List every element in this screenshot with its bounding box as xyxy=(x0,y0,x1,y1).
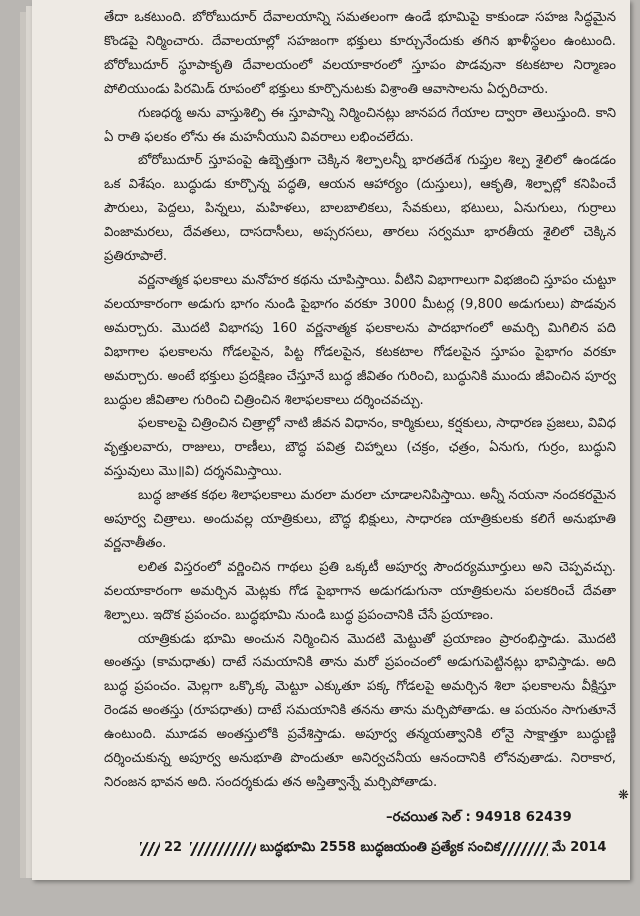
paragraph: తేదా ఒకటుంది. బోరోబుదూర్ దేవాలయాన్ని సమతలంగా ఉండే భూమిపై కాకుండా సహజ సిద్ధమైన కొండపై నిర్మించారు. దేవాలయాల్లో సహజంగా భక్తులు కూర్చునేందుకు తగిన ఖాళీస్థలం ఉంటుంది. బోరోబుదూర్ స్థూపాకృతి దేవాలయంలో వలయాకారంలో స్తూపం పొడవునా కటకటాల నిర్మాణం పోలియుండు పిరమిడ్ రూపంలో భక్తులు కూర్చొనుటకు విశ్రాంతి ఆవాసాలను ఏర్పరిచారు. xyxy=(104,10,616,97)
issue-date: మే 2014 xyxy=(552,840,607,855)
hatch-decoration xyxy=(500,842,548,856)
paragraph: బోరోబుదూర్ స్తూపంపై ఉబ్బెత్తుగా చెక్కిన శిల్పాలన్నీ భారతదేశ గుప్తుల శిల్ప శైలిలో ఉండడం ఒక విశేషం. బుద్ధుడు కూర్చొన్న పద్ధతి, ఆయన ఆహార్యం (దుస్తులు), ఆకృతి, శిల్పాల్లో కనిపించే పౌరులు, పెద్దలు, పిన్నలు, మహిళలు, బాలబాలికలు, సేవకులు, భటులు, ఏనుగులు, గుర్రాలు వింజామరలు, దేవతలు, దాసదాసీలు, అప్సరసలు, తారలు సర్వమూ భారతీయ శైలిలో చెక్కిన ప్రతిరూపాలే. xyxy=(104,153,616,265)
magazine-title: బుద్ధభూమి 2558 బుద్ధజయంతి ప్రత్యేక సంచిక xyxy=(260,840,501,855)
page-footer xyxy=(140,838,626,860)
paragraph: యాత్రికుడు భూమి అంచున నిర్మించిన మొదటి మెట్టుతో ప్రయాణం ప్రారంభిస్తాడు. మొదటి అంతస్తు (కామధాతు) దాటే సమయానికి తాను మరో ప్రపంచంలో అడుగుపెట్టినట్లు భావిస్తాడు. అది బుద్ధ ప్రపంచం. మెల్లగా ఒక్కొక్క మెట్టూ ఎక్కుతూ పక్క గోడలపై అమర్చిన శిలా ఫలకాలను వీక్షిస్తూ రెండవ అంతస్తు (రూపధాతు) దాటే సమయానికి తనను తాను మర్చిపోతాడు. ఆ పయనం సాగుతూనే ఉంటుంది. మూడవ అంతస్తులోకి ప్రవేశిస్తాడు. అపూర్వ తన్మయత్వానికి లోనై సాక్షాత్తూ బుద్ధుణ్ణి దర్శించుకున్న అపూర్వ అనుభూతి పొందుతూ అనిర్వచనీయ ఆనందానికి లోనవుతాడు. నిరాకార, నిరంజన భావన అది. సందర్శకుడు తన అస్తిత్వాన్నే మర్చిపోతాడు. xyxy=(104,631,616,790)
end-ornament-icon: ❋ xyxy=(618,788,629,803)
paragraph: ఫలకాలపై చిత్రించిన చిత్రాల్లో నాటి జీవన విధానం, కార్మికులు, కర్షకులు, సాధారణ ప్రజలు, వివిధ వృత్తులవారు, రాజులు, రాణీలు, బౌద్ధ పవిత్ర చిహ్నాలు (చక్రం, ఛత్రం, ఏనుగు, గుర్రం, బుద్ధుని వస్తువులు మొ॥వి) దర్శనమిస్తాయి. xyxy=(104,416,616,480)
paragraph: గుణధర్మ అను వాస్తుశిల్పి ఈ స్తూపాన్ని నిర్మించినట్లు జానపద గేయాల ద్వారా తెలుస్తుంది. కాని ఏ రాతి ఫలకం లోను ఈ మహనీయుని వివరాలు లభించలేదు. xyxy=(104,105,616,145)
author-credit: –రచయిత సెల్ : 94918 62439 xyxy=(386,810,572,825)
paragraph: బుద్ధ జాతక కథల శిలాఫలకాలు మరలా మరలా చూడాలనిపిస్తాయి. అన్నీ నయనా నందకరమైన అపూర్వ చిత్రాలు. అందువల్ల యాత్రికులు, బౌద్ధ భిక్షులు, సాధారణ యాత్రికులకు కలిగే అనుభూతి వర్ణనాతీతం. xyxy=(104,488,616,551)
hatch-decoration xyxy=(190,842,256,856)
article-body xyxy=(104,6,616,795)
paragraph: లలిత విస్తరంలో వర్ణించిన గాథలు ప్రతి ఒక్కటీ అపూర్వ సౌందర్యమూర్తులు అని చెప్పవచ్చు. వలయాకారంగా అమర్చిన మెట్లకు గోడ పైభాగాన అడుగడుగునా యాత్రికులను పలకరించే దేవతా శిల్పాలు. ఇదొక ప్రపంచం. బుద్ధభూమి నుండి బుద్ధ ప్రపంచానికి చేసే ప్రయాణం. xyxy=(104,559,616,623)
paragraph: వర్ణనాత్మక ఫలకాలు మనోహర కథను చూపిస్తాయి. వీటిని విభాగాలుగా విభజించి స్తూపం చుట్టూ వలయాకారంగా అడుగు భాగం నుండి పైభాగం వరకూ 3000 మీటర్ల (9,800 అడుగులు) పొడవున అమర్చారు. మొదటి విభాగపు 160 వర్ణనాత్మక ఫలకాలను పాదభాగంలో అమర్చి మిగిలిన పది విభాగాల ఫలకాలను గోడలపైన, పిట్ట గోడలపైన, కటకటాల గోడలపైన స్తూపం పైభాగం వరకూ అమర్చారు. అంటే భక్తులు ప్రదక్షిణం చేస్తూనే బుద్ధ జీవితం గురించి, బుద్ధునికి ముందు జీవించిన పూర్వ బుద్ధుల జీవితాల గురించి చిత్రించిన శిలాఫలకాలు దర్శించవచ్చు. xyxy=(104,272,616,408)
page-number: 22 xyxy=(164,840,183,855)
hatch-decoration xyxy=(140,842,160,856)
